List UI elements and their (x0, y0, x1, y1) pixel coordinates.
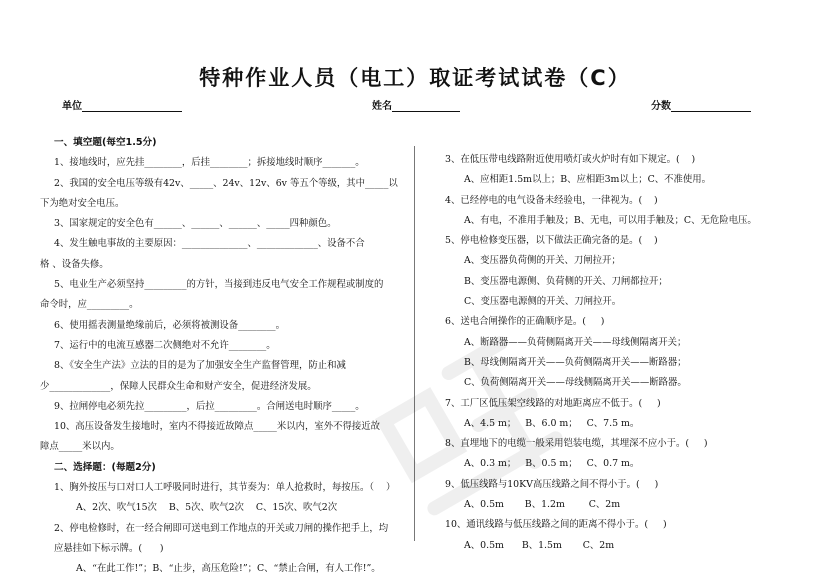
question-line: 3、在低压带电线路附近使用喷灯或火炉时有如下规定。( ) (445, 154, 696, 165)
question-line: 9、拉闸停电必须先拉_________，后拉_________。合闸送电时顺序_____。 (54, 400, 365, 412)
question-line: 9、低压线路与10KV高压线路之间不得小于。( ) (445, 478, 659, 490)
options-line: A、2次、吹气15次 B、5次、吹气2次 C、15次、吹气2次 (76, 502, 338, 514)
question-line: 少_____________，保障人民群众生命和财产安全，促进经济发展。 (40, 380, 317, 392)
question-line: 2、我国的安全电压等级有42v、_____、24v、12v、6v 等五个等级，其中_____以 (54, 177, 398, 189)
options-line: C、变压器电源侧的开关、刀闸拉开。 (464, 296, 622, 308)
options-line: B、变压器电源侧、负荷侧的开关、刀闸都拉开； (464, 275, 668, 287)
question-line: 应悬挂如下标示牌。( ) (54, 542, 164, 554)
exam-title: 特种作业人员（电工）取证考试试卷（C） (199, 66, 631, 90)
options-line: A、断路器——负荷侧隔离开关——母线侧隔离开关； (464, 336, 687, 348)
question-line: 3、国家规定的安全色有______、______、______、_____四种颜色。 (54, 218, 337, 230)
options-line: A、有电，不准用手触及；B、无电，可以用手触及；C、无危险电压。 (464, 214, 757, 226)
name-label: 姓名 (372, 101, 392, 112)
question-line: 2、停电检修时，在一经合闸即可送电到工作地点的开关或刀闸的操作把手上，均 (54, 522, 389, 534)
score-blank[interactable] (671, 100, 751, 112)
score-field (651, 97, 751, 112)
question-line: 1、胸外按压与口对口人工呼吸同时进行，其节奏为：单人抢救时，每按压。（ ） (54, 482, 396, 494)
question-line: 命令时，应_________。 (40, 299, 139, 311)
section-choice-heading: 二、选择题：(每题2分) (54, 461, 156, 473)
score-label: 分数 (651, 101, 671, 112)
question-line: 7、运行中的电流互感器二次侧绝对不允许________。 (54, 339, 276, 351)
question-line: 5、电业生产必须坚持_________的方针，当接到违反电气安全工作规程或制度的 (54, 279, 384, 291)
options-line: A、0.5m B、1.2m C、2m (464, 499, 621, 511)
options-line: A、4.5 m； B、6.0 m； C、7.5 m。 (464, 417, 640, 429)
options-line: A、“在此工作!”；B、“止步，高压危险!”；C、“禁止合闸，有人工作!”。 (76, 563, 381, 575)
question-line: 5、停电检修变压器，以下做法正确完备的是。( ) (445, 235, 658, 247)
column-divider (414, 146, 415, 541)
options-line: A、0.3 m； B、0.5 m； C、0.7 m。 (464, 458, 640, 470)
question-line: 下为绝对安全电压。 (40, 197, 125, 209)
options-line: C、负荷侧隔离开关——母线侧隔离开关——断路器。 (464, 377, 687, 389)
question-line: 6、使用摇表测量绝缘前后，必须将被测设备________。 (54, 319, 285, 331)
left-column (40, 133, 402, 580)
question-line: 10、高压设备发生接地时，室内不得接近故障点_____米以内，室外不得接近故 (54, 421, 380, 433)
unit-field (62, 97, 182, 112)
options-line: B、母线侧隔离开关——负荷侧隔离开关——断路器； (464, 356, 687, 368)
question-line: 6、送电合闸操作的正确顺序是。( ) (445, 316, 605, 328)
question-line: 障点_____米以内。 (40, 441, 120, 453)
unit-blank[interactable] (82, 100, 182, 112)
name-field (372, 97, 460, 112)
name-blank[interactable] (392, 100, 460, 112)
question-line: 8、直埋地下的电缆一般采用铠装电缆，其埋深不应小于。( ) (445, 438, 708, 450)
question-line: 10、通讯线路与低压线路之间的距离不得小于。( ) (445, 519, 667, 531)
question-line: 8、《安全生产法》立法的目的是为了加强安全生产监督管理，防止和减 (54, 360, 346, 372)
question-line: 7、工厂区低压架空线路的对地距离应不低于。( ) (445, 397, 661, 409)
options-line: A、0.5m B、1.5m C、2m (464, 539, 615, 551)
options-line: A、应相距1.5m以上；B、应相距3m以上；C、不准使用。 (464, 174, 711, 186)
question-line: 4、发生触电事故的主要原因：______________、_____________、设备不合 (54, 238, 365, 250)
options-line: A、变压器负荷侧的开关、刀闸拉开； (464, 255, 621, 267)
question-line: 4、已经停电的电气设备未经验电，一律视为。( ) (445, 194, 658, 206)
section-fill-in-heading: 一、填空题(每空1.5分) (54, 137, 157, 148)
right-column (437, 150, 797, 556)
question-line: 格 、设备失修。 (40, 258, 109, 270)
unit-label: 单位 (62, 101, 82, 112)
question-line: 1、接地线时，应先挂________，后挂________；拆接地线时顺序_______。 (54, 157, 365, 169)
